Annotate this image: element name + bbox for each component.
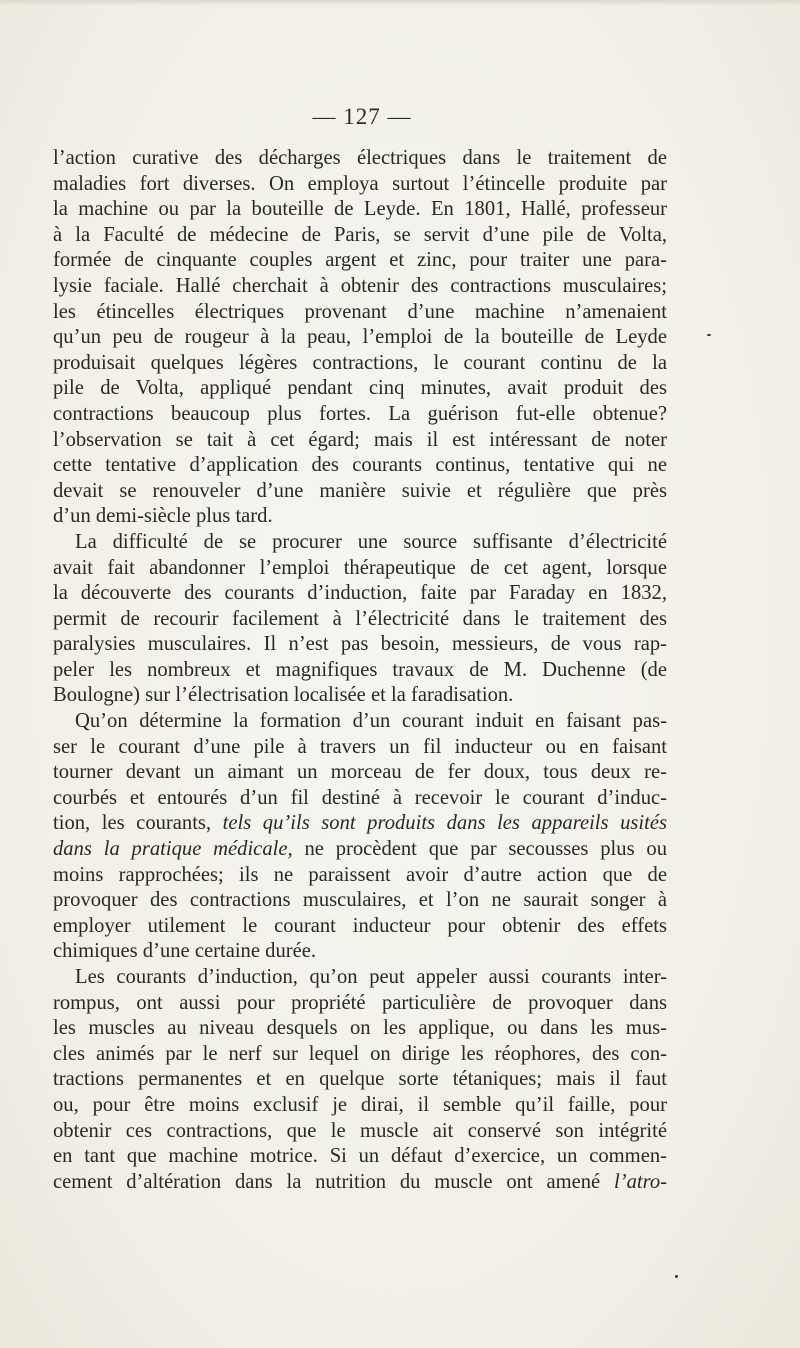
text-line: obtenir ces contractions, que le muscle ait conservé son intégrité [53,1119,667,1142]
text-line: lysie faciale. Hallé cherchait à obtenir des contractions musculaires; [53,274,667,297]
text-line: tourner devant un aimant un morceau de fer doux, tous deux re- [53,761,667,784]
line-roman-part: tion, les courants, [53,812,223,835]
text-line: permit de recourir facilement à l’électricité dans le traitement des [53,607,667,630]
text-line: l’action curative des décharges électriques dans le traitement de [53,147,667,169]
text-line: formée de cinquante couples argent et zinc, pour traiter une para- [53,249,667,272]
text-line: l’observation se tait à cet égard; mais il est intéressant de noter [53,428,667,451]
text-line: rompus, ont aussi pour propriété particulière de provoquer dans [53,991,667,1014]
text-line: ser le courant d’une pile à travers un fil inducteur ou en faisant [53,735,667,758]
line-italic-part: tels qu’ils sont produits dans les appareils usités [222,812,668,835]
text-line: Boulogne) sur l’électrisation localisée et la faradisation. [53,684,514,707]
text-line: les muscles au niveau desquels on les applique, ou dans les mus- [53,1017,667,1040]
text-line: produisait quelques légères contractions, le courant continu de la [53,351,667,374]
text-line: employer utilement le courant inducteur pour obtenir des effets [53,914,667,937]
text-line: peler les nombreux et magnifiques travaux de M. Duchenne (de [53,658,667,681]
text-line: pile de Volta, appliqué pendant cinq minutes, avait produit des [53,377,667,400]
line-italic-part: dans la pratique médicale, [53,838,293,861]
text-line: courbés et entourés d’un fil destiné à recevoir le courant d’induc- [53,786,667,809]
text-line: devait se renouveler d’une manière suivie et régulière que près [53,479,667,502]
text-line: moins rapprochées; ils ne paraissent avoir d’autre action que de [53,863,667,886]
text-line [53,1170,667,1196]
text-line [53,811,667,837]
page-number: — 127 — [312,104,412,129]
text-line: chimiques d’une certaine durée. [53,940,317,963]
text-line: d’un demi-siècle plus tard. [53,505,273,528]
line-roman-part: cement d’altération dans la nutrition du muscle ont amené [53,1170,614,1193]
text-line: qu’un peu de rougeur à la peau, l’emploi de la bouteille de Leyde [53,326,667,349]
text-line: maladies fort diverses. On employa surtout l’étincelle produite par [53,172,667,195]
paragraph-start-line: La difficulté de se procurer une source suffisante d’électricité [75,530,667,553]
text-line: cles animés par le nerf sur lequel on dirige les réophores, des con- [53,1042,667,1065]
page-top-edge [0,0,800,6]
text-line: provoquer des contractions musculaires, et l’on ne saurait songer à [53,889,667,912]
line-roman-part: ne procèdent que par secousses plus ou [292,838,667,861]
ink-speck [675,1275,678,1278]
paragraph-start-line: Les courants d’induction, qu’on peut appeler aussi courants inter- [75,966,667,988]
text-line: à la Faculté de médecine de Paris, se servit d’une pile de Volta, [53,223,667,246]
text-line: avait fait abandonner l’emploi thérapeutique de cet agent, lorsque [53,556,667,579]
text-line: paralysies musculaires. Il n’est pas besoin, messieurs, de vous rap- [53,633,667,656]
text-line [53,837,667,863]
ink-speck [707,334,711,336]
text-line: contractions beaucoup plus fortes. La guérison fut-elle obtenue? [53,402,667,425]
line-italic-part: l’atro- [613,1170,667,1193]
text-line: tractions permanentes et en quelque sorte tétaniques; mais il faut [53,1068,667,1091]
text-line: ou, pour être moins exclusif je dirai, il semble qu’il faille, pour [53,1093,667,1116]
text-line: les étincelles électriques provenant d’une machine n’amenaient [53,300,667,323]
text-line: la machine ou par la bouteille de Leyde. En 1801, Hallé, professeur [53,198,667,221]
body-text [53,146,667,1195]
paragraph-start-line: Qu’on détermine la formation d’un courant induit en faisant pas- [75,710,667,733]
text-line: cette tentative d’application des courants continus, tentative qui ne [53,454,667,477]
text-line: la découverte des courants d’induction, faite par Faraday en 1832, [53,582,667,605]
text-line: en tant que machine motrice. Si un défaut d’exercice, un commen- [53,1145,667,1168]
